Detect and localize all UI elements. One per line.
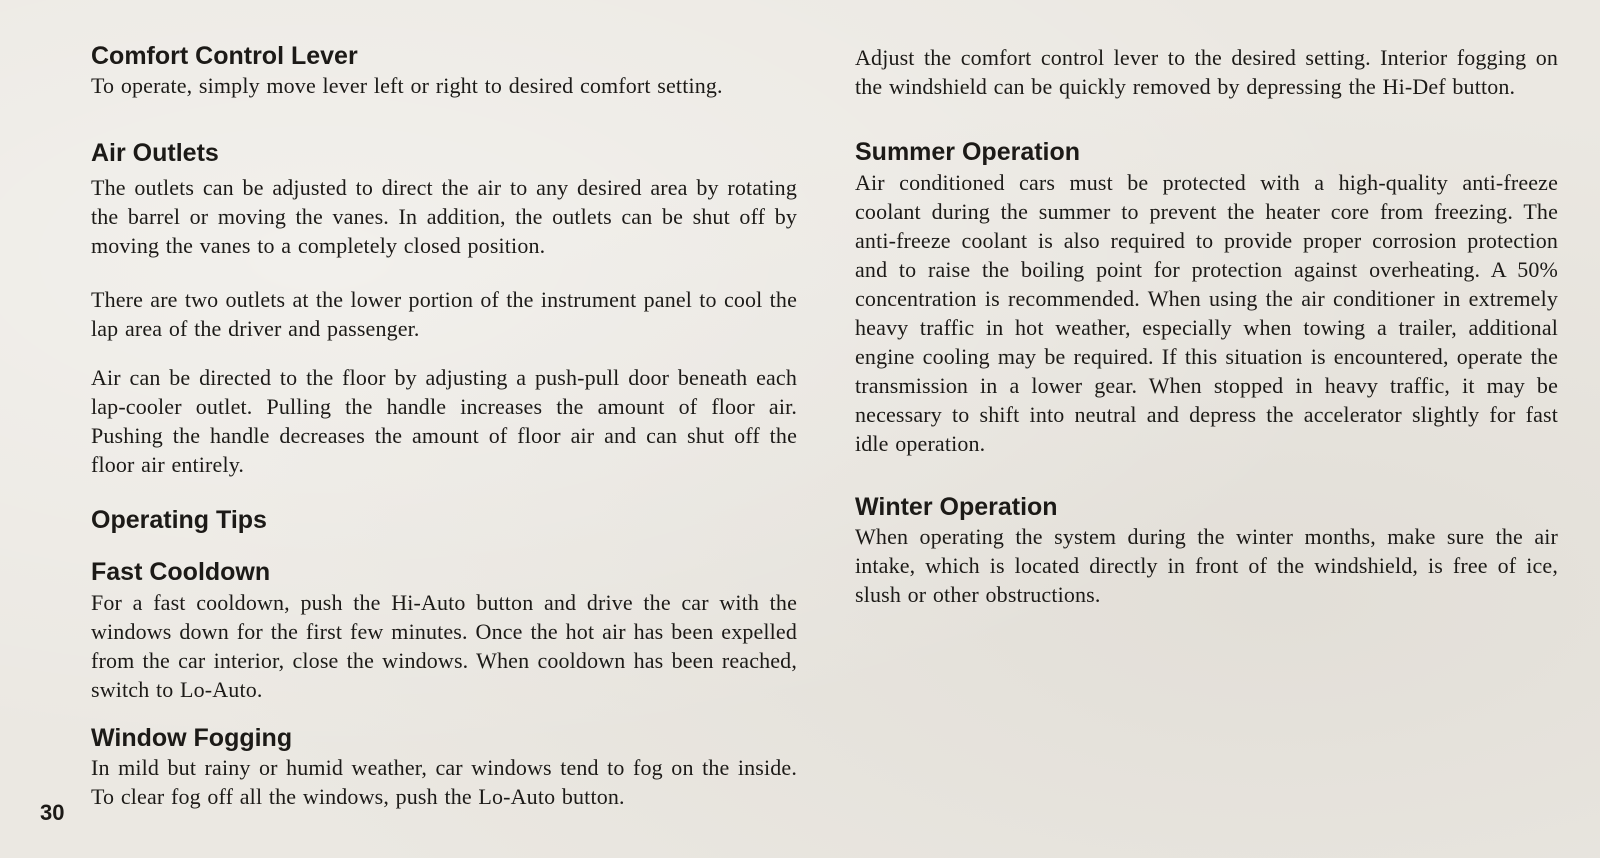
fast-cooldown-heading: Fast Cooldown bbox=[91, 558, 271, 586]
comfort-control-heading: Comfort Control Lever bbox=[91, 42, 358, 70]
air-outlets-paragraph-1: The outlets can be adjusted to direct the air to any desired area by rotating the barrel or moving the vanes. In addition, the outlets can be shut off by moving the vanes to a completely closed position. bbox=[91, 175, 797, 258]
comfort-control-text: To operate, simply move lever left or right to desired comfort setting. bbox=[91, 73, 723, 98]
summer-operation-text: Air conditioned cars must be protected with a high-quality anti-freeze coolant during the summer to prevent the heater core from freezing. The anti-freeze coolant is also required to provide proper corrosion protection and to raise the boiling point for protection against overheating. A 50% concentration is recommended. When using the air conditioner in extremely heavy traffic in hot weather, especially when towing a trailer, additional engine cooling may be required. If this situation is encountered, operate the transmission in a lower gear. When stopped in heavy traffic, it may be necessary to shift into neutral and depress the accelerator slightly for fast idle operation. bbox=[855, 170, 1558, 456]
air-outlets-paragraph-2: There are two outlets at the lower portion of the instrument panel to cool the lap area of the driver and passenger. bbox=[91, 287, 797, 341]
winter-operation-text: When operating the system during the winter months, make sure the air intake, which is located directly in front of the windshield, is free of ice, slush or other obstructions. bbox=[855, 524, 1558, 607]
winter-operation-heading: Winter Operation bbox=[855, 493, 1058, 521]
page-number: 30 bbox=[40, 800, 65, 825]
air-outlets-paragraph-3: Air can be directed to the floor by adjusting a push-pull door beneath each lap-cooler outlet. Pulling the handle increases the amount of floor air. Pushing the handle decreases the amount of floor air and can shut off the floor air entirely. bbox=[91, 365, 797, 477]
operating-tips-heading: Operating Tips bbox=[91, 506, 267, 534]
window-fogging-heading: Window Fogging bbox=[91, 724, 293, 752]
summer-operation-heading: Summer Operation bbox=[855, 138, 1081, 166]
window-fogging-text: In mild but rainy or humid weather, car windows tend to fog on the inside. To clear fog off all the windows, push the Lo-Auto button. bbox=[91, 755, 797, 809]
comfort-control-continued-text: Adjust the comfort control lever to the desired setting. Interior fogging on the windshield can be quickly removed by depressing the Hi-Def button. bbox=[855, 45, 1558, 99]
air-outlets-heading: Air Outlets bbox=[91, 139, 219, 167]
fast-cooldown-text: For a fast cooldown, push the Hi-Auto button and drive the car with the windows down for the first few minutes. Once the hot air has been expelled from the car interior, close the windows. When cooldown has been reached, switch to Lo-Auto. bbox=[91, 590, 797, 702]
